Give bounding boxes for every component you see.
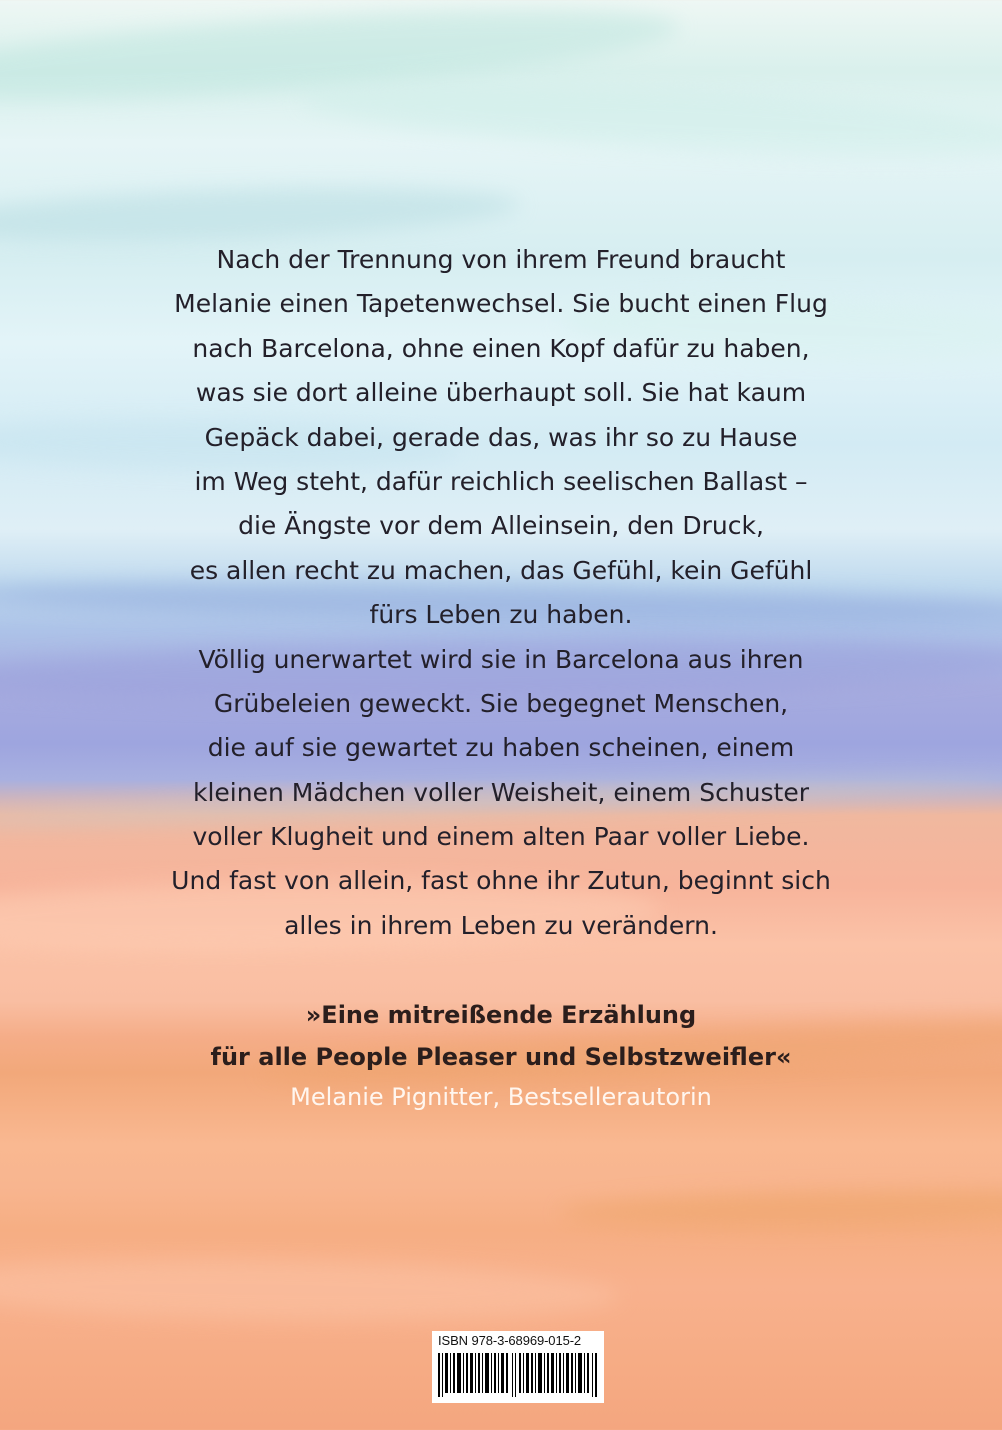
description-line: Melanie einen Tapetenwechsel. Sie bucht einen Flug: [174, 289, 828, 319]
description-line: kleinen Mädchen voller Weisheit, einem Schuster: [193, 777, 809, 807]
description-line: die Ängste vor dem Alleinsein, den Druck,: [238, 511, 764, 541]
quote-line: »Eine mitreißende Erzählung: [305, 1001, 697, 1029]
description-line: nach Barcelona, ohne einen Kopf dafür zu haben,: [192, 333, 810, 363]
barcode-icon: [438, 1353, 598, 1397]
quote-line: für alle People Pleaser und Selbstzweifler«: [210, 1043, 792, 1071]
isbn-number: ISBN 978-3-68969-015-2: [438, 1333, 582, 1348]
review-quote: [0, 994, 1002, 1116]
brush-stroke: [0, 1254, 620, 1326]
description-line: was sie dort alleine überhaupt soll. Sie hat kaum: [195, 378, 807, 408]
description-line: Und fast von allein, fast ohne ihr Zutun, beginnt sich: [171, 866, 831, 896]
description-line: fürs Leben zu haben.: [369, 600, 633, 630]
description-line: es allen recht zu machen, das Gefühl, kein Gefühl: [189, 555, 813, 585]
description-line: voller Klugheit und einem alten Paar voller Liebe.: [192, 822, 810, 852]
description-line: alles in ihrem Leben zu verändern.: [284, 910, 718, 940]
description-line: Gepäck dabei, gerade das, was ihr so zu Hause: [204, 422, 798, 452]
brush-stroke: [560, 1185, 1002, 1231]
quote-attribution: Melanie Pignitter, Bestsellerautorin: [290, 1083, 712, 1111]
description-line: Völlig unerwartet wird sie in Barcelona aus ihren: [198, 644, 804, 674]
brush-stroke: [299, 70, 1002, 170]
description-line: die auf sie gewartet zu haben scheinen, einem: [207, 733, 795, 763]
book-description: [0, 238, 1002, 948]
description-line: Grübeleien geweckt. Sie begegnet Menschen,: [213, 688, 789, 718]
description-line: im Weg steht, dafür reichlich seelischen Ballast –: [194, 466, 808, 496]
description-line: Nach der Trennung von ihrem Freund braucht: [216, 245, 786, 274]
isbn-barcode: [432, 1331, 604, 1403]
